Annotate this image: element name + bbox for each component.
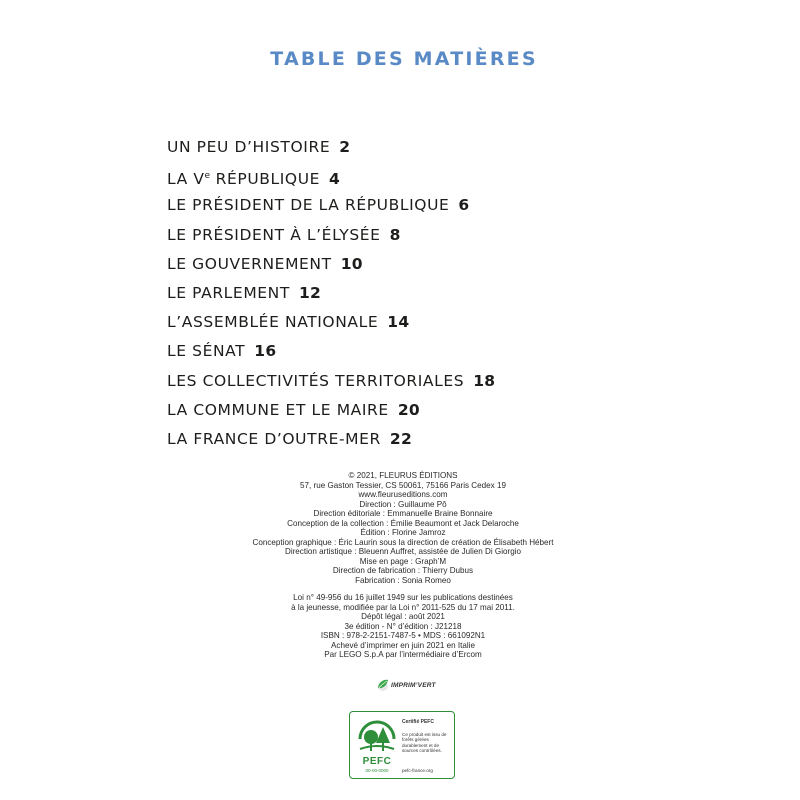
- toc-entry: [167, 251, 495, 280]
- credit-line: Direction éditoriale : Emmanuelle Braine Bonnaire: [313, 509, 493, 518]
- legal-line: Loi n° 49-956 du 16 juillet 1949 sur les publications destinées: [293, 593, 513, 602]
- imprimvert-logo: [376, 678, 436, 692]
- pefc-code: 00-00-0000: [365, 768, 389, 773]
- toc-entry-label: LA FRANCE D’OUTRE-MER: [167, 429, 381, 448]
- legal-line: 3e édition - N° d’édition : J21218: [344, 621, 462, 631]
- toc-entry-page: 14: [387, 313, 410, 332]
- credit-line: www.fleuruseditions.com: [358, 490, 448, 499]
- credit-line: Mise en page : Graph’M: [359, 556, 447, 566]
- pefc-certification-badge: [349, 711, 455, 779]
- legal-line: Dépôt légal : août 2021: [361, 612, 445, 621]
- legal-line: Par LEGO S.p.A par l’intermédiaire d’Ercom: [324, 650, 482, 659]
- legal-line: à la jeunesse, modifiée par la Loi n° 2011-525 du 17 mai 2011.: [291, 602, 515, 612]
- pefc-trees-icon: [356, 719, 398, 755]
- imprimvert-label: IMPRIM’VERT: [391, 681, 436, 689]
- credit-line: Édition : Florine Jamroz: [360, 528, 446, 537]
- leaf-icon: [376, 678, 390, 692]
- spacer: [203, 585, 603, 593]
- table-of-contents: [167, 134, 495, 455]
- toc-entry-page: 2: [339, 138, 351, 156]
- toc-entry-page: 16: [254, 342, 277, 361]
- legal-line: ISBN : 978-2-2151-7487-5 • MDS : 661092N1: [320, 631, 486, 640]
- credit-line: Direction artistique : Bleuenn Auffret, assistée de Julien Di Giorgio: [284, 547, 522, 556]
- credits: [203, 471, 603, 660]
- toc-entry-page: 10: [340, 254, 363, 273]
- toc-entry-page: 6: [458, 196, 470, 215]
- toc-entry: [167, 192, 495, 221]
- toc-entry-page: 8: [389, 225, 401, 244]
- toc-entry-page: 4: [329, 170, 341, 189]
- pefc-word: PEFC: [362, 756, 392, 767]
- toc-entry: [167, 280, 495, 309]
- pefc-cert-title: Certifié PEFC: [402, 719, 434, 725]
- toc-entry: [167, 309, 495, 338]
- toc-entry-label: UN PEU D’HISTOIRE: [167, 138, 331, 156]
- toc-entry-label: L’ASSEMBLÉE NATIONALE: [167, 313, 379, 332]
- toc-entry: [167, 134, 495, 163]
- toc-entry: [167, 426, 495, 455]
- toc-entry-label: LE PARLEMENT: [167, 283, 290, 302]
- credit-line: © 2021, FLEURUS ÉDITIONS: [348, 471, 458, 480]
- toc-entry-label: LE SÉNAT: [167, 342, 246, 361]
- pefc-url: pefc-france.org: [402, 768, 433, 773]
- toc-entry: [167, 163, 495, 192]
- credit-line: Direction de fabrication : Thierry Dubus: [332, 566, 474, 575]
- toc-entry: [167, 397, 495, 426]
- credit-line: 57, rue Gaston Tessier, CS 50061, 75166 Paris Cedex 19: [300, 480, 506, 490]
- toc-entry-label: LE PRÉSIDENT À L’ÉLYSÉE: [167, 225, 381, 244]
- toc-entry: [167, 222, 495, 251]
- legal-line: Achevé d’imprimer en juin 2021 en Italie: [331, 640, 475, 650]
- toc-entry-page: 22: [389, 429, 413, 448]
- credit-line: Fabrication : Sonia Romeo: [355, 575, 451, 585]
- pefc-description: Ce produit est issu de forêts gérées durablement et de sources contrôlées.: [402, 732, 447, 754]
- credit-line: Direction : Guillaume Pô: [359, 499, 447, 509]
- toc-entry-label: LE GOUVERNEMENT: [167, 254, 332, 273]
- toc-entry-label: LA COMMUNE ET LE MAIRE: [167, 400, 389, 419]
- toc-entry-page: 20: [397, 400, 420, 419]
- credit-line: Conception graphique : Éric Laurin sous la direction de création de Élisabeth Hébert: [252, 537, 554, 547]
- credit-line: Conception de la collection : Émilie Beaumont et Jack Delaroche: [287, 518, 519, 528]
- toc-entry-label: LES COLLECTIVITÉS TERRITORIALES: [167, 371, 465, 390]
- toc-entry-label: LA Ve RÉPUBLIQUE: [167, 170, 321, 189]
- toc-entry: [167, 368, 495, 397]
- page-title: TABLE DES MATIÈRES: [270, 48, 538, 70]
- toc-entry-page: 12: [298, 283, 322, 302]
- toc-entry-page: 18: [473, 371, 496, 390]
- toc-entry: [167, 338, 495, 367]
- toc-entry-label: LE PRÉSIDENT DE LA RÉPUBLIQUE: [167, 196, 450, 215]
